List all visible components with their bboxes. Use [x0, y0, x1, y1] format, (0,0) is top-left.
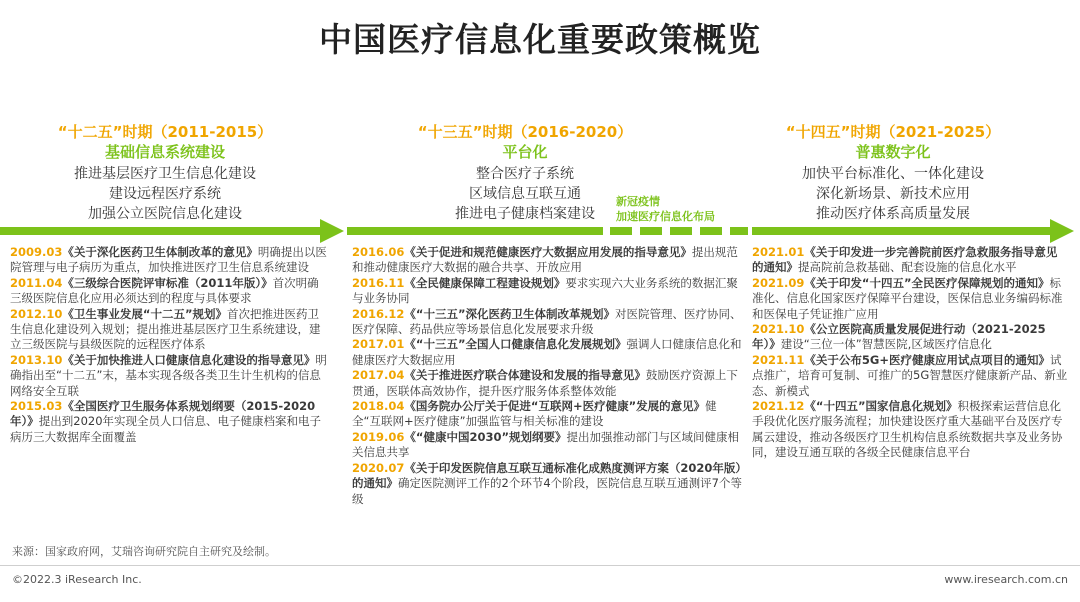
policy-description: 提出到2020年实现全员人口信息、电子健康档案和电子病历三大数据库全面覆盖	[10, 414, 322, 444]
timeline-arrows	[0, 218, 1080, 244]
period-title: “十二五”时期（2011-2015）	[57, 123, 273, 141]
policy-title: 《全国医疗卫生服务体系规划纲要（2015-2020年）》	[10, 399, 316, 429]
policy-date: 2017.04	[352, 368, 405, 383]
policy-description: 提出加强推动部门与区域间健康相关信息共享	[352, 429, 740, 460]
policy-title: 《全民健康保障工程建设规划》	[404, 275, 566, 290]
policy-description: 首次把推进医药卫生信息化建设列入规划；提出推进基层医疗卫生系统建设，建立三级医院与县级医院的远程医疗体系	[10, 306, 321, 352]
covid-note-line2: 加速医疗信息化布局	[616, 210, 715, 223]
policy-entry	[352, 430, 742, 461]
policy-entry	[752, 276, 1068, 322]
period-subtitle: 平台化	[502, 143, 548, 161]
policy-entry	[752, 245, 1068, 276]
policy-title: 《关于印发进一步完善院前医疗急救服务指导意见的通知》	[752, 245, 1058, 275]
period-item: 推进基层医疗卫生信息化建设	[74, 166, 256, 182]
policy-title: 《关于深化医药卫生体制改革的意见》	[62, 245, 258, 259]
policy-description: 对医院管理、医疗协同、医疗保障、药品供应等场景信息化发展要求升级	[352, 306, 742, 337]
policy-date: 2021.10	[752, 322, 805, 337]
period-item: 深化新场景、新技术应用	[816, 186, 970, 202]
policy-entry	[352, 461, 742, 507]
policy-description: 健全“互联网+医疗健康”加强监管与相关标准的建设	[352, 399, 717, 429]
policy-title: 《关于公布5G+医疗健康应用试点项目的通知》	[804, 352, 1050, 367]
timeline-arrow-1	[0, 219, 344, 243]
timeline-arrow-3	[752, 219, 1074, 243]
covid-note-line1: 新冠疫情	[616, 195, 660, 208]
period-14th-five-year	[733, 122, 1053, 224]
policy-title: 《关于印发“十四五”全民医疗保障规划的通知》	[804, 275, 1050, 290]
policy-entry	[752, 399, 1068, 461]
policy-date: 2018.04	[352, 399, 405, 414]
policy-description: 积极探索运营信息化手段优化医疗服务流程；加快建设医疗重大基础平台及医疗专属云建设，推动各级医疗卫生机构信息系统数据共享及业务协同，建设互通互联的各级全民健康信息平台	[752, 399, 1063, 460]
period-item: 推进电子健康档案建设	[455, 206, 595, 222]
policy-column-12th	[10, 245, 328, 445]
policy-description: 明确提出以医院管理与电子病历为重点，加快推进医疗卫生信息系统建设	[10, 245, 327, 275]
timeline-arrow-dashed	[610, 227, 748, 235]
period-subtitle: 基础信息系统建设	[104, 143, 225, 161]
policy-title: 《关于印发医院信息互联互通标准化成熟度测评方案（2020年版）的通知》	[352, 460, 742, 491]
policy-date: 2013.10	[10, 352, 63, 367]
footer-divider	[0, 565, 1080, 566]
policy-description: 首次明确三级医院信息化应用必须达到的程度与具体要求	[10, 275, 319, 306]
policy-date: 2021.01	[752, 245, 805, 259]
policy-entry	[10, 276, 328, 307]
policy-description: 要求实现六大业务系统的数据汇聚与业务协同	[352, 275, 738, 306]
policy-title: 《卫生事业发展“十二五”规划》	[62, 306, 228, 321]
timeline-arrow-2	[347, 227, 603, 235]
policy-description: 确定医院测评工作的2个环节4个阶段，医院信息互联互通测评7个等级	[352, 476, 742, 506]
policy-date: 2016.11	[352, 275, 405, 290]
policy-date: 2009.03	[10, 245, 63, 259]
policy-title: 《关于促进和规范健康医疗大数据应用发展的指导意见》	[404, 245, 692, 259]
copyright: ©2022.3 iResearch Inc.	[12, 573, 142, 586]
page-title: 中国医疗信息化重要政策概览	[319, 20, 761, 59]
period-title: “十四五”时期（2021-2025）	[785, 123, 1001, 141]
policy-entry	[352, 399, 742, 430]
period-item: 加快平台标准化、一体化建设	[802, 166, 984, 182]
policy-entry	[352, 337, 742, 368]
policy-title: 《三级综合医院评审标准（2011年版）》	[62, 275, 273, 290]
policy-date: 2021.09	[752, 275, 805, 290]
policy-column-14th	[752, 245, 1068, 461]
policy-entry	[352, 276, 742, 307]
policy-entry	[752, 322, 1068, 353]
policy-date: 2012.10	[10, 306, 63, 321]
policy-description: 鼓励医疗资源上下贯通，医联体高效协作，提升医疗服务体系整体效能	[352, 368, 738, 398]
policy-date: 2021.11	[752, 352, 805, 367]
website-url: www.iresearch.com.cn	[944, 573, 1068, 586]
policy-title: 《“十三五”全国人口健康信息化发展规划》	[404, 337, 627, 352]
period-title: “十三五”时期（2016-2020）	[417, 123, 633, 141]
policy-date: 2016.06	[352, 245, 405, 259]
policy-title: 《“健康中国2030”规划纲要》	[404, 429, 567, 444]
policy-date: 2016.12	[352, 306, 405, 321]
policy-entry	[352, 245, 742, 276]
policy-entry	[752, 353, 1068, 399]
policy-entry	[352, 368, 742, 399]
period-12th-five-year	[5, 122, 325, 224]
policy-description: 明确指出至“十二五”末，基本实现各级各类卫生计生机构的信息网络安全互联	[10, 352, 327, 398]
policy-date: 2011.04	[10, 275, 63, 290]
policy-date: 2017.01	[352, 337, 405, 352]
policy-entry	[10, 399, 328, 445]
period-subtitle: 普惠数字化	[855, 143, 931, 161]
policy-column-13th	[352, 245, 742, 507]
policy-title: 《国务院办公厅关于促进“互联网+医疗健康”发展的意见》	[404, 399, 706, 414]
policy-entry	[10, 307, 328, 353]
policy-description: 试点推广，培育可复制、可推广的5G智慧医疗健康新产品、新业态、新模式	[752, 352, 1068, 398]
policy-description: 强调人口健康信息化和健康医疗大数据应用	[352, 337, 742, 367]
period-item: 加强公立医院信息化建设	[88, 206, 242, 222]
policy-title: 《“十三五”深化医药卫生体制改革规划》	[404, 306, 616, 321]
policy-description: 提高院前急救基础、配套设施的信息化水平	[798, 260, 1017, 275]
policy-title: 《关于推进医疗联合体建设和发展的指导意见》	[404, 368, 646, 383]
policy-description: 标准化、信息化国家医疗保障平台建设，医保信息业务编码标准和医保电子凭证推广应用	[752, 275, 1063, 321]
policy-title: 《公立医院高质量发展促进行动（2021-2025年）》	[752, 322, 1046, 352]
policy-title: 《关于加快推进人口健康信息化建设的指导意见》	[62, 352, 316, 367]
policy-date: 2020.07	[352, 460, 405, 475]
policy-entry	[10, 353, 328, 399]
policy-title: 《“十四五”国家信息化规划》	[804, 399, 958, 414]
policy-date: 2019.06	[352, 429, 405, 444]
source-note: 来源：国家政府网，艾瑞咨询研究院自主研究及绘制。	[12, 545, 276, 558]
policy-description: 提出规范和推动健康医疗大数据的融合共享、开放应用	[352, 245, 738, 275]
policy-entry	[10, 245, 328, 276]
policy-date: 2021.12	[752, 399, 805, 414]
policy-date: 2015.03	[10, 399, 63, 414]
period-item: 整合医疗子系统	[476, 166, 574, 182]
period-item: 建设远程医疗系统	[109, 186, 221, 202]
period-item: 推动医疗体系高质量发展	[816, 206, 970, 222]
period-item: 区域信息互联互通	[469, 186, 581, 202]
policy-entry	[352, 307, 742, 338]
policy-description: 建设“三位一体”智慧医院,区域医疗信息化	[780, 337, 992, 352]
